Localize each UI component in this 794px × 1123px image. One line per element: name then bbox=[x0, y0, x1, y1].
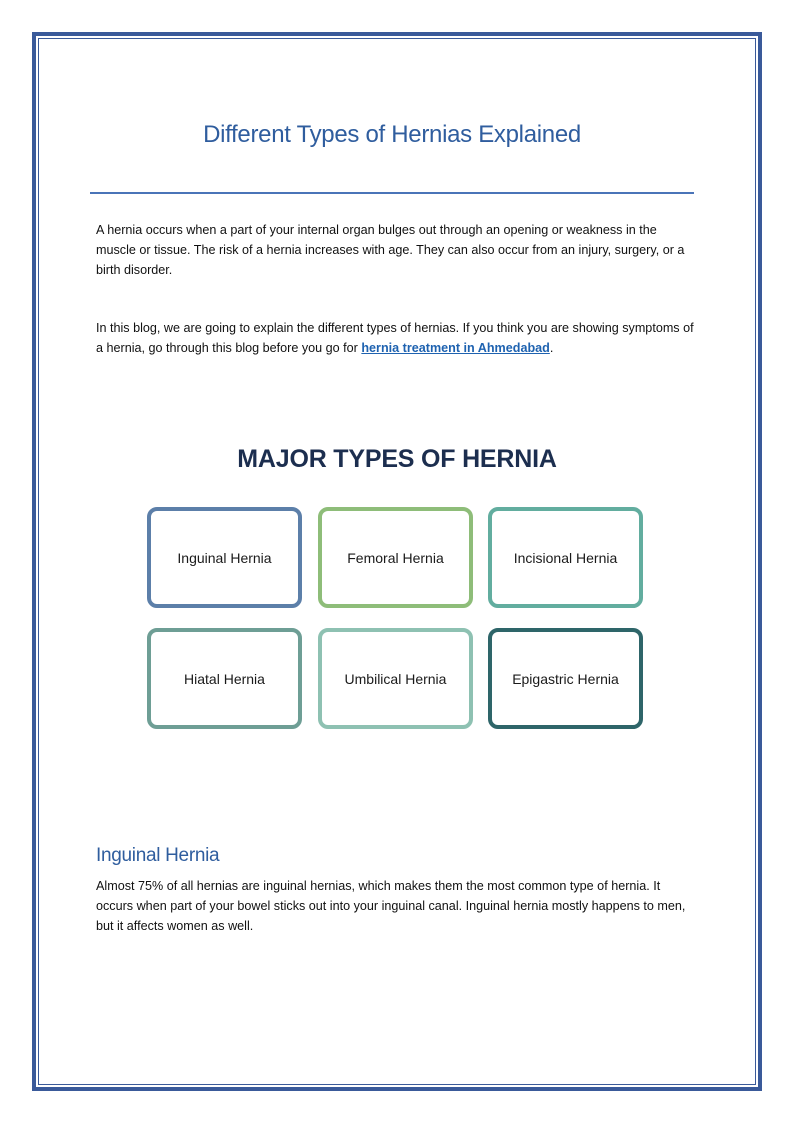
infographic-title: MAJOR TYPES OF HERNIA bbox=[237, 445, 557, 473]
hernia-type-box: Umbilical Hernia bbox=[318, 628, 473, 729]
intro-paragraph-1: A hernia occurs when a part of your internal organ bulges out through an opening or weakness in the muscle or tissue. The risk of a hernia increases with age. They can also occur from an injury, surgery, or a birth disorder. bbox=[96, 223, 685, 277]
intro-paragraph-2-text: In this blog, we are going to explain the different types of hernias. If you think you are showing symptoms of a hernia, go through this blog before you go for bbox=[96, 321, 694, 355]
title-divider bbox=[90, 192, 694, 194]
section-paragraph: Almost 75% of all hernias are inguinal hernias, which makes them the most common type of hernia. It occurs when part of your bowel sticks out into your inguinal canal. Inguinal hernia mostly happens to men, but it affects women as well. bbox=[96, 879, 686, 933]
hernia-type-box: Epigastric Hernia bbox=[488, 628, 643, 729]
hernia-treatment-link[interactable]: hernia treatment in Ahmedabad bbox=[361, 341, 550, 355]
intro-paragraph-2 bbox=[96, 318, 700, 358]
intro-paragraph-2-end: . bbox=[549, 341, 554, 355]
hernia-type-box: Incisional Hernia bbox=[488, 507, 643, 608]
hernia-type-box: Femoral Hernia bbox=[318, 507, 473, 608]
page-title: Different Types of Hernias Explained bbox=[203, 121, 581, 148]
section-heading: Inguinal Hernia bbox=[96, 845, 220, 866]
hernia-type-box: Inguinal Hernia bbox=[147, 507, 302, 608]
hernia-type-box: Hiatal Hernia bbox=[147, 628, 302, 729]
